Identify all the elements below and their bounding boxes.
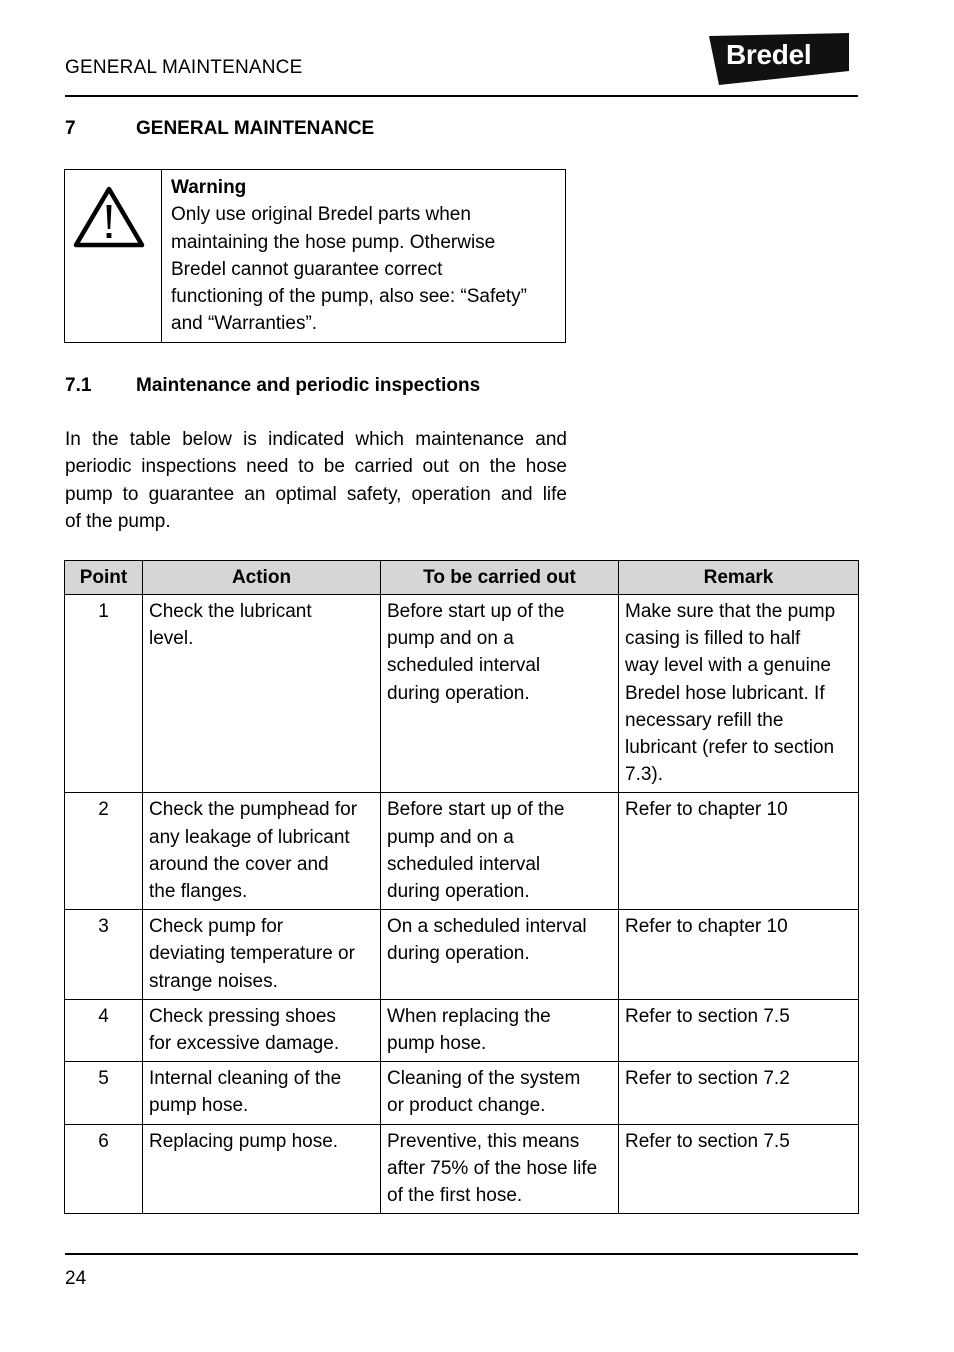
warning-line: Only use original Bredel parts when — [171, 204, 471, 226]
cell-line: Bredel hose lubricant. If — [625, 682, 825, 704]
cell-line: during operation. — [387, 943, 530, 965]
action-cell — [143, 999, 381, 1061]
cell-line: scheduled interval — [387, 853, 541, 875]
cell-line: pump and on a — [387, 628, 514, 650]
table-row — [65, 1062, 859, 1124]
logo-text: Bredel — [726, 39, 812, 70]
action-cell — [143, 793, 381, 910]
cell-line: Cleaning of the system — [387, 1068, 581, 1090]
table-row — [65, 1124, 859, 1214]
cell-line: pump and on a — [387, 826, 514, 848]
carried-out-cell — [381, 793, 619, 910]
table-row — [65, 910, 859, 1000]
table-row — [65, 999, 859, 1061]
cell-line: way level with a genuine — [625, 655, 831, 677]
table-header-row — [65, 561, 859, 595]
point-cell: 2 — [65, 793, 143, 910]
carried-out-cell — [381, 1124, 619, 1214]
carried-out-cell — [381, 910, 619, 1000]
carried-out-cell — [381, 999, 619, 1061]
cell-line: Make sure that the pump — [625, 601, 836, 622]
intro-paragraph — [65, 426, 567, 535]
cell-line: of the first hose. — [387, 1185, 523, 1207]
point-cell: 5 — [65, 1062, 143, 1124]
header-title: GENERAL MAINTENANCE — [65, 57, 303, 78]
cell-line: On a scheduled interval — [387, 916, 587, 938]
cell-line: strange noises. — [149, 970, 278, 992]
remark-cell — [619, 910, 859, 1000]
cell-line: Refer to section 7.5 — [625, 1005, 790, 1027]
header-point: Point — [65, 561, 143, 595]
carried-out-cell — [381, 595, 619, 793]
intro-line: In the table below is indicated which maintenance and — [65, 429, 567, 450]
cell-line: Internal cleaning of the — [149, 1068, 342, 1090]
point-cell: 3 — [65, 910, 143, 1000]
cell-line: 7.3). — [625, 764, 664, 786]
point-cell: 6 — [65, 1124, 143, 1214]
cell-line: deviating temperature or — [149, 943, 355, 965]
cell-line: Replacing pump hose. — [149, 1130, 339, 1152]
remark-cell — [619, 1124, 859, 1214]
cell-line: Refer to chapter 10 — [625, 799, 788, 821]
remark-cell — [619, 793, 859, 910]
cell-line: necessary refill the — [625, 709, 784, 731]
subsection-number: 7.1 — [65, 375, 92, 396]
cell-line: during operation. — [387, 881, 530, 903]
header-action: Action — [143, 561, 381, 595]
warning-heading: Warning — [171, 177, 247, 198]
page-number: 24 — [65, 1268, 87, 1289]
action-cell — [143, 1062, 381, 1124]
cell-line: level. — [149, 628, 194, 650]
warning-icon-cell — [65, 170, 162, 342]
remark-cell — [619, 595, 859, 793]
warning-text — [171, 174, 563, 338]
header-rule — [65, 95, 858, 97]
cell-line: pump hose. — [387, 1033, 487, 1055]
cell-line: Refer to chapter 10 — [625, 916, 788, 938]
cell-line: for excessive damage. — [149, 1033, 340, 1055]
cell-line: scheduled interval — [387, 655, 541, 677]
table-row — [65, 793, 859, 910]
cell-line: Check the lubricant — [149, 601, 312, 622]
cell-line: Preventive, this means — [387, 1130, 580, 1152]
cell-line: Before start up of the — [387, 601, 565, 622]
cell-line: any leakage of lubricant — [149, 826, 350, 848]
remark-cell — [619, 999, 859, 1061]
cell-line: Before start up of the — [387, 799, 565, 821]
remark-cell — [619, 1062, 859, 1124]
cell-line: Refer to section 7.2 — [625, 1068, 790, 1090]
bredel-logo — [709, 33, 849, 85]
footer-rule — [65, 1253, 858, 1255]
cell-line: Check pressing shoes — [149, 1005, 336, 1027]
cell-line: after 75% of the hose life — [387, 1157, 598, 1179]
point-cell: 4 — [65, 999, 143, 1061]
cell-line: When replacing the — [387, 1005, 551, 1027]
warning-line: and “Warranties”. — [171, 313, 318, 335]
action-cell — [143, 595, 381, 793]
header-remark: Remark — [619, 561, 859, 595]
header-carried-out: To be carried out — [381, 561, 619, 595]
intro-line: pump to guarantee an optimal safety, operation and life — [65, 483, 567, 505]
point-cell: 1 — [65, 595, 143, 793]
subsection-title: Maintenance and periodic inspections — [136, 375, 481, 396]
action-cell — [143, 910, 381, 1000]
cell-line: Check pump for — [149, 916, 284, 938]
cell-line: Check the pumphead for — [149, 799, 358, 821]
cell-line: or product change. — [387, 1095, 546, 1117]
intro-line: periodic inspections need to be carried out on the hose — [65, 456, 567, 478]
warning-line: Bredel cannot guarantee correct — [171, 258, 443, 280]
warning-line: maintaining the hose pump. Otherwise — [171, 231, 496, 253]
section-title: GENERAL MAINTENANCE — [136, 118, 375, 139]
warning-triangle-icon — [73, 185, 145, 249]
cell-line: pump hose. — [149, 1095, 249, 1117]
maintenance-table — [64, 560, 859, 1214]
warning-line: functioning of the pump, also see: “Safety” — [171, 286, 527, 308]
cell-line: casing is filled to half — [625, 628, 801, 650]
table-row — [65, 595, 859, 793]
cell-line: the flanges. — [149, 881, 248, 903]
cell-line: around the cover and — [149, 853, 329, 875]
section-number: 7 — [65, 118, 76, 139]
cell-line: Refer to section 7.5 — [625, 1130, 790, 1152]
intro-line: of the pump. — [65, 510, 171, 532]
carried-out-cell — [381, 1062, 619, 1124]
action-cell — [143, 1124, 381, 1214]
cell-line: lubricant (refer to section — [625, 737, 835, 759]
cell-line: during operation. — [387, 682, 530, 704]
warning-box — [64, 169, 566, 343]
